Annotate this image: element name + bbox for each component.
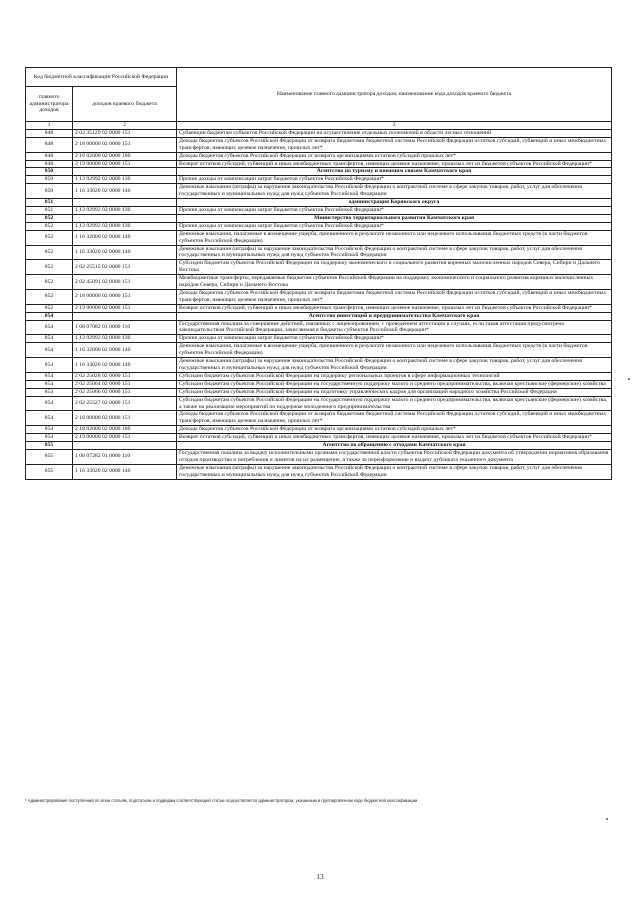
- revenue-code-cell: [73, 168, 177, 176]
- revenue-code-cell: 1 13 02992 02 0000 130: [73, 206, 177, 214]
- admin-code-cell: 854: [26, 388, 73, 396]
- table-row: [26, 335, 612, 343]
- description-cell: Прочие доходы от компенсации затрат бюджетов субъектов Российской Федерации*: [177, 335, 612, 343]
- table-row: [26, 396, 612, 411]
- revenue-code-cell: 2 18 00000 02 0000 151: [73, 289, 177, 304]
- admin-code-cell: 852: [26, 260, 73, 275]
- table-row: [26, 426, 612, 434]
- header-name: Наименование главного администратора доходов, наименование кода доходов краевого бюджета: [177, 68, 612, 122]
- revenue-code-cell: 1 16 33020 02 0000 140: [73, 245, 177, 260]
- description-cell: Денежные взыскания (штрафы) за нарушение законодательства Российской Федерации о контрактной системе в сфере закупок товаров, работ, услуг для обеспечения государственных и муниципальных нужд для нужд субъектов Российской Федерации: [177, 184, 612, 199]
- revenue-code-cell: 1 16 33020 02 0000 140: [73, 464, 177, 479]
- section-row: [26, 199, 612, 207]
- admin-code-cell: 854: [26, 312, 73, 320]
- description-cell: Субсидии бюджетам субъектов Российской Федерации на подготовку управленческих кадров для организаций народного хозяйства Российской Федерации: [177, 388, 612, 396]
- admin-code-cell: 852: [26, 245, 73, 260]
- admin-code-cell: 854: [26, 396, 73, 411]
- admin-code-cell: 855: [26, 442, 73, 450]
- admin-code-cell: 850: [26, 168, 73, 176]
- description-cell: Субсидии бюджетам субъектов Российской Федерации на государственную поддержку малого и среднего предпринимательства, включая крестьянские (фермерские) хозяйства, а также на реализацию мероприятий по поддержке молодежного предпринимательства: [177, 396, 612, 411]
- scan-speck: [606, 818, 608, 820]
- admin-code-cell: 854: [26, 411, 73, 426]
- table-row: [26, 372, 612, 380]
- revenue-code-cell: 2 02 35129 02 0000 151: [73, 129, 177, 137]
- revenue-code-cell: 2 02 45091 02 0000 151: [73, 275, 177, 290]
- table-row: [26, 260, 612, 275]
- admin-code-cell: 854: [26, 426, 73, 434]
- revenue-code-cell: 2 18 02000 02 0000 180: [73, 426, 177, 434]
- header-bk-code: Код бюджетной классификации Российской Федерации: [26, 68, 177, 87]
- section-title-cell: Агентство инвестиций и предпринимательства Камчатского края: [177, 312, 612, 320]
- section-row: [26, 442, 612, 450]
- table-row: [26, 464, 612, 479]
- revenue-code-cell: 2 02 25064 02 0000 151: [73, 380, 177, 388]
- table-row: [26, 206, 612, 214]
- revenue-code-cell: 1 13 02992 02 0000 130: [73, 335, 177, 343]
- revenue-code-cell: 1 08 07082 01 0000 110: [73, 320, 177, 335]
- description-cell: Прочие доходы от компенсации затрат бюджетов субъектов Российской Федерации*: [177, 206, 612, 214]
- admin-code-cell: 852: [26, 222, 73, 230]
- revenue-code-cell: 2 02 25028 02 0000 151: [73, 372, 177, 380]
- description-cell: Доходы бюджетов субъектов Российской Федерации от возврата бюджетами бюджетной системы Российской Федерации остатков субсидий, субвенций и иных межбюджетных трансфертов, имеющих целевое назначение, прошлых лет*: [177, 411, 612, 426]
- table-row: [26, 275, 612, 290]
- table-row: [26, 137, 612, 152]
- admin-code-cell: 855: [26, 449, 73, 464]
- table-row: [26, 411, 612, 426]
- description-cell: Возврат остатков субсидий, субвенций и иных межбюджетных трансфертов, имеющих целевое назначение, прошлых лет из бюджетов субъектов Российской Федерации*: [177, 434, 612, 442]
- header-admin-code: главного администратора доходов: [26, 87, 73, 122]
- revenue-code-cell: 2 18 00000 02 0000 151: [73, 411, 177, 426]
- table-row: [26, 343, 612, 358]
- revenue-code-cell: 1 16 33020 02 0000 140: [73, 358, 177, 373]
- section-row: [26, 168, 612, 176]
- description-cell: Субвенции бюджетам субъектов Российской Федерации на осуществление отдельных полномочий в области лесных отношений: [177, 129, 612, 137]
- table-row: [26, 230, 612, 245]
- table-row: [26, 176, 612, 184]
- admin-code-cell: 850: [26, 184, 73, 199]
- description-cell: Межбюджетные трансферты, передаваемые бюджетам субъектов Российской Федерации на поддержку экономического и социального развития коренных малочисленных народов Севера, Сибири и Дальнего Востока: [177, 275, 612, 290]
- admin-code-cell: 854: [26, 320, 73, 335]
- description-cell: Денежные взыскания, налагаемые в возмещение ущерба, причиненного в результате незаконного или нецелевого использования бюджетных средств (в части бюджетов субъектов Российской Федерации): [177, 230, 612, 245]
- table-row: [26, 152, 612, 160]
- description-cell: Доходы бюджетов субъектов Российской Федерации от возврата бюджетами бюджетной системы Российской Федерации остатков субсидий, субвенций и иных межбюджетных трансфертов, имеющих целевое назначение, прошлых лет*: [177, 289, 612, 304]
- admin-code-cell: 852: [26, 289, 73, 304]
- revenue-code-cell: 2 19 00000 02 0000 151: [73, 304, 177, 312]
- revenue-code-cell: 1 08 07282 01 0000 110: [73, 449, 177, 464]
- admin-code-cell: 852: [26, 230, 73, 245]
- admin-code-cell: 854: [26, 335, 73, 343]
- page-number: 13: [316, 872, 324, 881]
- table-header-row: [26, 68, 612, 87]
- description-cell: Денежные взыскания (штрафы) за нарушение законодательства Российской Федерации о контрактной системе в сфере закупок товаров, работ, услуг для обеспечения государственных и муниципальных нужд для нужд субъектов Российской Федерации: [177, 245, 612, 260]
- table-row: [26, 434, 612, 442]
- budget-classification-table: [25, 67, 612, 480]
- description-cell: Доходы бюджетов субъектов Российской Федерации от возврата организациями остатков субсидий прошлых лет*: [177, 426, 612, 434]
- revenue-code-cell: 2 02 25515 02 0000 151: [73, 260, 177, 275]
- admin-code-cell: 852: [26, 275, 73, 290]
- description-cell: Доходы бюджетов субъектов Российской Федерации от возврата бюджетами бюджетной системы Российской Федерации остатков субсидий, субвенций и иных межбюджетных трансфертов, имеющих целевое назначение, прошлых лет*: [177, 137, 612, 152]
- column-number-3: 3: [177, 122, 612, 130]
- table-row: [26, 289, 612, 304]
- description-cell: Денежные взыскания, налагаемые в возмещение ущерба, причиненного в результате незаконного или нецелевого использования бюджетных средств (в части бюджетов субъектов Российской Федерации): [177, 343, 612, 358]
- table-row: [26, 129, 612, 137]
- admin-code-cell: 854: [26, 380, 73, 388]
- scan-speck: [628, 378, 630, 380]
- description-cell: Возврат остатков субсидий, субвенций и иных межбюджетных трансфертов, имеющих целевое назначение, прошлых лет из бюджетов субъектов Российской Федерации*: [177, 160, 612, 168]
- section-title-cell: Министерство территориального развития Камчатского края: [177, 214, 612, 222]
- table-row: [26, 358, 612, 373]
- revenue-code-cell: [73, 442, 177, 450]
- admin-code-cell: 848: [26, 160, 73, 168]
- section-row: [26, 312, 612, 320]
- revenue-code-cell: 2 19 00000 02 0000 151: [73, 434, 177, 442]
- table-row: [26, 304, 612, 312]
- admin-code-cell: 855: [26, 464, 73, 479]
- table-row: [26, 245, 612, 260]
- description-cell: Денежные взыскания (штрафы) за нарушение законодательства Российской Федерации о контрактной системе в сфере закупок товаров, работ, услуг для обеспечения государственных и муниципальных нужд для нужд субъектов Российской Федерации: [177, 464, 612, 479]
- description-cell: Прочие доходы от компенсации затрат бюджетов субъектов Российской Федерации*: [177, 176, 612, 184]
- admin-code-cell: 854: [26, 358, 73, 373]
- revenue-code-cell: 2 18 02000 02 0000 180: [73, 152, 177, 160]
- table-body: [26, 129, 612, 479]
- revenue-code-cell: [73, 312, 177, 320]
- revenue-code-cell: 1 16 32000 02 0000 140: [73, 230, 177, 245]
- table-row: [26, 184, 612, 199]
- admin-code-cell: 848: [26, 137, 73, 152]
- revenue-code-cell: 2 19 00000 02 0000 151: [73, 160, 177, 168]
- revenue-code-cell: [73, 199, 177, 207]
- section-row: [26, 214, 612, 222]
- admin-code-cell: 854: [26, 434, 73, 442]
- admin-code-cell: 851: [26, 199, 73, 207]
- description-cell: Субсидии бюджетам субъектов Российской Федерации на государственную поддержку малого и среднего предпринимательства, включая крестьянские (фермерские) хозяйства: [177, 380, 612, 388]
- description-cell: Субсидии бюджетам субъектов Российской Федерации на поддержку экономического и социального развития коренных малочисленных народов Севера, Сибири и Дальнего Востока: [177, 260, 612, 275]
- table-row: [26, 320, 612, 335]
- section-title-cell: администрация Корякского округа: [177, 199, 612, 207]
- table-row: [26, 449, 612, 464]
- revenue-code-cell: 2 02 25527 02 0000 151: [73, 396, 177, 411]
- section-title-cell: Агентство по туризму и внешним связям Камчатского края: [177, 168, 612, 176]
- footnote: * Администрирование поступлений по всем статьям, подстатьям и подвидам соответствующей статьи осуществляется администратором, указанным в группировочном коде бюджетной классификации: [25, 798, 418, 803]
- revenue-code-cell: 1 16 32000 02 0000 140: [73, 343, 177, 358]
- table-row: [26, 380, 612, 388]
- revenue-code-cell: 1 13 02992 02 0000 130: [73, 222, 177, 230]
- table-number-row: [26, 122, 612, 130]
- description-cell: Прочие доходы от компенсации затрат бюджетов субъектов Российской Федерации*: [177, 222, 612, 230]
- admin-code-cell: 850: [26, 176, 73, 184]
- revenue-code-cell: 2 02 25066 02 0000 151: [73, 388, 177, 396]
- admin-code-cell: 848: [26, 152, 73, 160]
- admin-code-cell: 854: [26, 343, 73, 358]
- revenue-code-cell: 2 18 00000 02 0000 151: [73, 137, 177, 152]
- admin-code-cell: 852: [26, 214, 73, 222]
- document-sheet: [25, 67, 611, 480]
- column-number-1: 1: [26, 122, 73, 130]
- revenue-code-cell: 1 16 33020 02 0000 140: [73, 184, 177, 199]
- description-cell: Субсидии бюджетам субъектов Российской Федерации на поддержку региональных проектов в сфере информационных технологий: [177, 372, 612, 380]
- description-cell: Возврат остатков субсидий, субвенций и иных межбюджетных трансфертов, имеющих целевое назначение, прошлых лет из бюджетов субъектов Российской Федерации*: [177, 304, 612, 312]
- description-cell: Доходы бюджетов субъектов Российской Федерации от возврата организациями остатков субсидий прошлых лет*: [177, 152, 612, 160]
- table-row: [26, 388, 612, 396]
- revenue-code-cell: 1 13 02992 02 0000 130: [73, 176, 177, 184]
- column-number-2: 2: [73, 122, 177, 130]
- admin-code-cell: 854: [26, 372, 73, 380]
- admin-code-cell: 852: [26, 304, 73, 312]
- description-cell: Государственная пошлина за выдачу исполнительными органами государственной власти субъектов Российской Федерации документа об утверждении нормативов образования отходов производства и потребления и лимитов на их размещение, а также за переоформление и выдачу дубликата указанного документа: [177, 449, 612, 464]
- description-cell: Денежные взыскания (штрафы) за нарушение законодательства Российской Федерации о контрактной системе в сфере закупок товаров, работ, услуг для обеспечения государственных и муниципальных нужд для нужд субъектов Российской Федерации: [177, 358, 612, 373]
- description-cell: Государственная пошлина за совершение действий, связанных с лицензированием, с проведением аттестации в случаях, если такая аттестация предусмотрена законодательством Российской Федерации, зачисляемая в бюджеты субъектов Российской Федерации*: [177, 320, 612, 335]
- table-row: [26, 222, 612, 230]
- table-row: [26, 160, 612, 168]
- admin-code-cell: 848: [26, 129, 73, 137]
- admin-code-cell: 851: [26, 206, 73, 214]
- section-title-cell: Агентство по обращению с отходами Камчатского края: [177, 442, 612, 450]
- revenue-code-cell: [73, 214, 177, 222]
- header-revenue-code: доходов краевого бюджета: [73, 87, 177, 122]
